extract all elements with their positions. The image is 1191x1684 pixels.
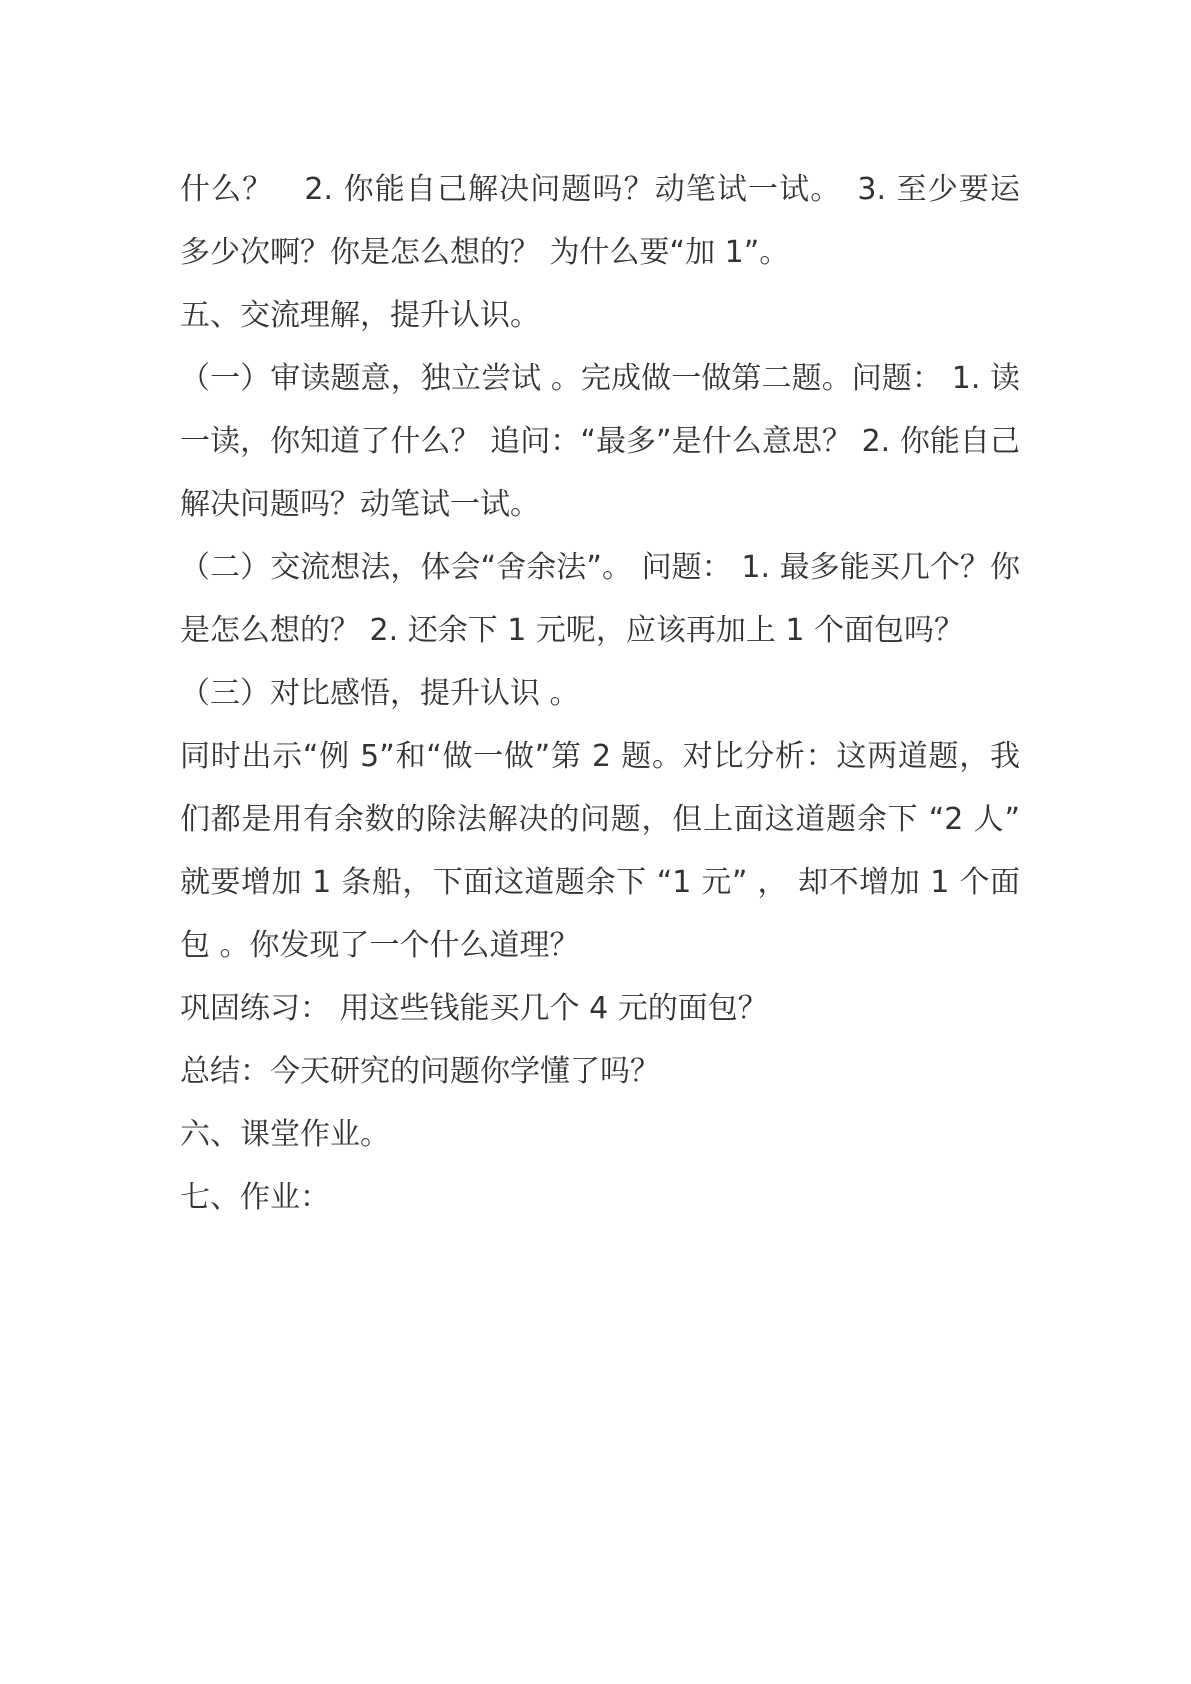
paragraph-step-one: （一）审读题意，独立尝试 。完成做一做第二题。问题： 1. 读一读，你知道了什么？ 追问：“最多”是什么意思？ 2. 你能自己解决问题吗？动笔试一试。 bbox=[180, 361, 1020, 522]
paragraph-step-three: （三）对比感悟，提升认识 。 bbox=[180, 676, 580, 711]
paragraph-summary: 总结：今天研究的问题你学懂了吗？ bbox=[180, 1054, 660, 1089]
paragraph-step-two: （二）交流想法，体会“舍余法”。 问题： 1. 最多能买几个？你是怎么想的？ 2. 还余下 1 元呢，应该再加上 1 个面包吗？ bbox=[180, 550, 1020, 648]
heading-section-six: 六、课堂作业。 bbox=[180, 1117, 390, 1152]
heading-section-five: 五、交流理解，提升认识。 bbox=[180, 298, 540, 333]
paragraph-practice: 巩固练习： 用这些钱能买几个 4 元的面包？ bbox=[180, 991, 768, 1026]
document-body bbox=[180, 158, 1020, 1229]
heading-section-seven: 七、作业： bbox=[180, 1180, 330, 1215]
paragraph-comparison: 同时出示“例 5”和“做一做”第 2 题。对比分析：这两道题，我们都是用有余数的除法解决的问题，但上面这道题余下 “2 人” 就要增加 1 条船，下面这道题余下 “1 元” ， 却不增加 1 个面包 。你发现了一个什么道理？ bbox=[180, 739, 1020, 963]
paragraph-question-continuation: 什么？ 2. 你能自己解决问题吗？动笔试一试。 3. 至少要运多少次啊？你是怎么想的？ 为什么要“加 1”。 bbox=[180, 172, 1020, 270]
